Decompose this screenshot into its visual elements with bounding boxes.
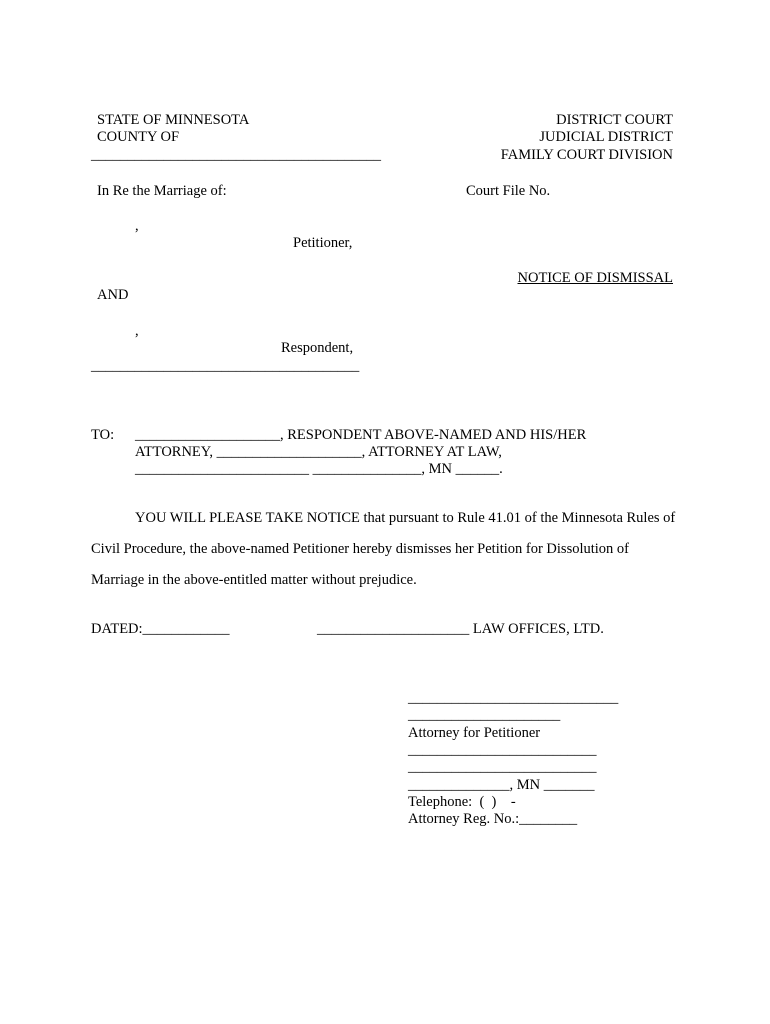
and-label: AND [97, 287, 129, 303]
county-signature-line: ________________________________________ [91, 147, 381, 163]
notice-paragraph [91, 503, 676, 596]
to-line-address: ________________________ _______________, MN ______. [135, 461, 503, 477]
telephone-label: Telephone: ( ) - [408, 794, 516, 810]
attorney-name-line: _____________________ [408, 707, 561, 723]
address-line-2: __________________________ [408, 759, 597, 775]
address-line-1: __________________________ [408, 742, 597, 758]
notice-paragraph-text: YOU WILL PLEASE TAKE NOTICE that pursuant to Rule 41.01 of the Minnesota Rules of Civil Procedure, the above-named Petitioner hereby dismisses her Petition for Dissolution of Marriage in the above-entitled matter without prejudice. [91, 510, 676, 588]
petitioner-label: Petitioner, [293, 235, 353, 251]
petitioner-comma: , [135, 218, 139, 234]
to-label: TO: [91, 427, 115, 443]
attorney-for-label: Attorney for Petitioner [408, 725, 541, 741]
division-label: FAMILY COURT DIVISION [500, 147, 673, 163]
respondent-label: Respondent, [281, 340, 354, 356]
firm-line: _____________________ LAW OFFICES, LTD. [317, 621, 604, 637]
attorney-reg-label: Attorney Reg. No.:________ [408, 811, 578, 827]
in-re-label: In Re the Marriage of: [97, 183, 227, 199]
district-label: JUDICIAL DISTRICT [539, 129, 673, 145]
city-state-line: ______________, MN _______ [408, 777, 595, 793]
to-line-respondent: ____________________, RESPONDENT ABOVE-NAMED AND HIS/HER [135, 427, 587, 443]
dated-label: DATED:____________ [91, 621, 230, 637]
court-label: DISTRICT COURT [556, 112, 673, 128]
to-line-attorney: ATTORNEY, ____________________, ATTORNEY AT LAW, [135, 444, 502, 460]
court-file-label: Court File No. [466, 183, 551, 199]
respondent-comma: , [135, 323, 139, 339]
document-title: NOTICE OF DISMISSAL [517, 270, 673, 286]
caption-bottom-line: _____________________________________ [91, 358, 360, 374]
county-label: COUNTY OF [97, 129, 180, 145]
signature-line: _____________________________ [408, 690, 619, 706]
state-label: STATE OF MINNESOTA [97, 112, 250, 128]
